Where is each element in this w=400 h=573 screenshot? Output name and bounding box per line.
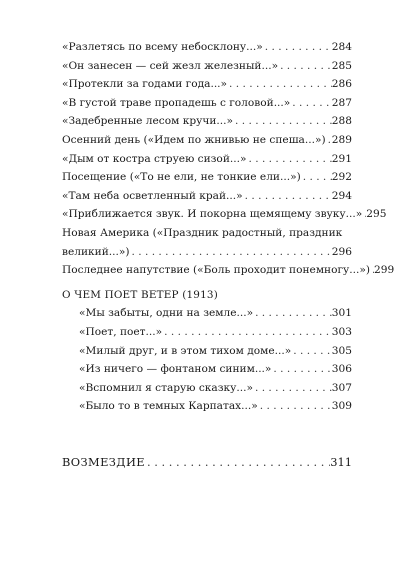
toc-entry-title: «Там неба осветленный край...»	[62, 189, 243, 202]
toc-entry-title: «В густой траве пропадешь с головой...»	[62, 96, 291, 109]
toc-entry	[79, 342, 352, 361]
toc-entry-page: 296	[331, 245, 352, 258]
toc-entry-title: Посещение («То не ели, не тонкие ели...»)	[62, 171, 301, 184]
toc-entry	[62, 168, 352, 187]
toc-entry-page: 287	[331, 96, 352, 109]
toc-leader-dots	[162, 323, 332, 342]
toc-entry-title: «Поет, поет...»	[79, 325, 163, 338]
toc-entry-title: «Приближается звук. И покорна щемящему звуку...»	[62, 208, 363, 221]
toc-leader-dots	[243, 187, 332, 206]
toc-entry-page: 284	[331, 41, 352, 53]
toc-entry-title: «Дым от костра струею сизой...»	[62, 152, 247, 165]
toc-leader-dots	[233, 112, 332, 131]
toc-entry	[62, 150, 352, 169]
toc-entry-page: 286	[331, 78, 352, 91]
toc-entry	[79, 323, 352, 342]
toc-entry-page: 311	[330, 454, 352, 469]
toc-entry	[62, 224, 352, 261]
toc-entry-title: «Он занесен — сей жезл железный...»	[62, 59, 279, 72]
toc-entry-title: Осенний день («Идем по жнивью не спеша...»)	[62, 133, 326, 146]
toc-entry	[62, 38, 352, 57]
toc-entry	[79, 397, 352, 416]
toc-leader-dots	[291, 342, 332, 361]
toc-leader-dots	[301, 168, 332, 187]
toc-entry-title: Последнее напутствие («Боль проходит понемногу...»)	[62, 264, 370, 277]
toc-entry	[79, 379, 352, 398]
toc-entry	[62, 205, 387, 224]
toc-entry-page: 291	[331, 152, 352, 165]
toc-entry-title-line-2: великий...»)	[62, 245, 130, 258]
toc-leader-dots	[290, 94, 331, 113]
toc-entry	[62, 75, 352, 94]
toc-entry-title: ВОЗМЕЗДИЕ	[62, 454, 145, 469]
toc-entry-title: «Мы забыты, одни на земле...»	[79, 307, 254, 320]
table-of-contents	[62, 38, 395, 471]
toc-entry	[62, 94, 352, 113]
toc-entry-page: 292	[331, 171, 352, 184]
toc-entry-title: «Задебренные лесом кручи...»	[62, 115, 234, 128]
toc-entry-title: «Было то в темных Карпатах...»	[79, 400, 258, 413]
toc-leader-dots	[145, 453, 330, 472]
toc-entry-page: 301	[331, 307, 352, 320]
toc-entry	[79, 304, 352, 323]
toc-leader-dots	[253, 379, 332, 398]
major-section	[62, 453, 352, 472]
toc-entry-page: 306	[331, 363, 352, 376]
toc-leader-dots	[271, 360, 331, 379]
toc-entry-page: 303	[331, 325, 352, 338]
toc-entry-page: 285	[331, 59, 352, 72]
toc-entry	[62, 187, 352, 206]
toc-entry-page: 295	[366, 208, 387, 221]
toc-entry	[62, 112, 352, 131]
section-heading: О ЧЕМ ПОЕТ ВЕТЕР (1913)	[62, 288, 218, 301]
toc-entry-page: 305	[331, 344, 352, 357]
toc-entry	[62, 131, 352, 150]
toc-entry-title: «Милый друг, и в этом тихом доме...»	[79, 344, 292, 357]
toc-entry-page: 294	[331, 189, 352, 202]
toc-entry	[79, 360, 352, 379]
toc-entry-title: «Вспомнил я старую сказку...»	[79, 381, 253, 394]
toc-entry-title: «Протекли за годами года...»	[62, 78, 228, 91]
toc-leader-dots	[253, 304, 332, 323]
toc-entry-page: 299	[374, 264, 395, 277]
toc-entry-title: «Из ничего — фонтаном синим...»	[79, 363, 272, 376]
toc-entry	[62, 261, 395, 280]
toc-entry-title: «Разлетясь по всему небосклону...»	[62, 41, 263, 53]
toc-entry-page: 288	[331, 115, 352, 128]
toc-leader-dots	[263, 38, 332, 57]
toc-leader-dots	[246, 150, 331, 169]
toc-entry-page: 289	[331, 133, 352, 146]
toc-leader-dots	[227, 75, 332, 94]
toc-leader-dots	[258, 397, 332, 416]
toc-entry-title-line-1: Новая Америка («Праздник радостный, праздник	[62, 226, 343, 239]
toc-leader-dots	[129, 243, 331, 262]
section-toc-list	[62, 304, 352, 416]
toc-entry-page: 309	[331, 400, 352, 413]
toc-leader-dots	[278, 57, 332, 76]
toc-list	[62, 38, 395, 280]
toc-entry-page: 307	[331, 381, 352, 394]
toc-entry	[62, 57, 352, 76]
toc-entry-major	[62, 453, 352, 472]
